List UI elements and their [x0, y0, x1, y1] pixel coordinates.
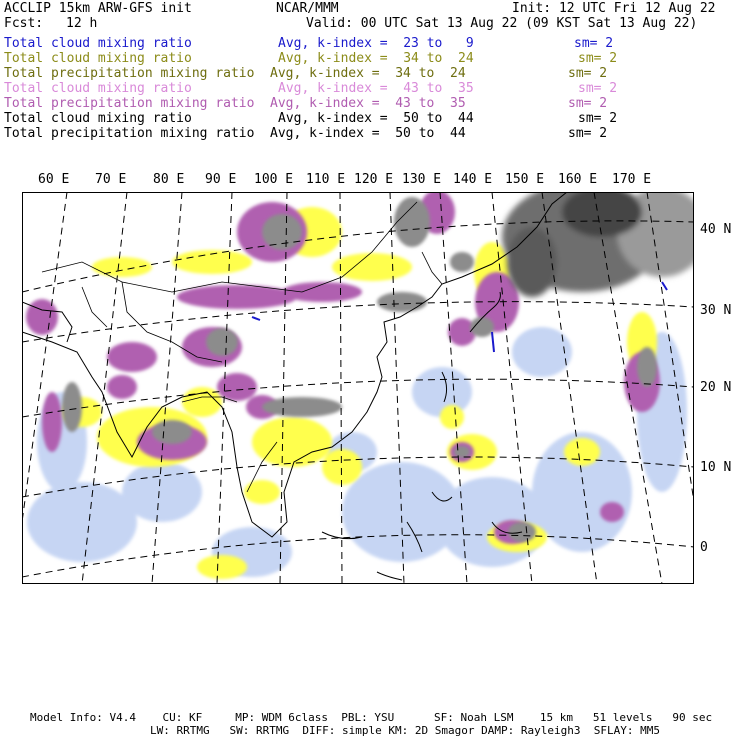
- fcst-label: Fcst:: [4, 16, 44, 31]
- legend-row-5-field: Total precipitation mixing ratio: [4, 96, 255, 111]
- legend-row-3-sm: sm= 2: [568, 66, 608, 81]
- lat-label-0: 0: [700, 540, 708, 555]
- legend-row-2-avg: Avg, k-index = 34 to 24: [278, 51, 474, 66]
- legend-row-4-sm: sm= 2: [578, 81, 618, 96]
- legend-row-2-sm: sm= 2: [578, 51, 618, 66]
- lon-label-60e: 60 E: [38, 172, 70, 187]
- product-title: ACCLIP 15km ARW-GFS init: [4, 1, 192, 16]
- lon-label-160e: 160 E: [558, 172, 598, 187]
- lat-label-10n: 10 N: [700, 460, 732, 475]
- lon-label-100e: 100 E: [254, 172, 294, 187]
- legend-row-7-sm: sm= 2: [568, 126, 608, 141]
- legend-row-4-avg: Avg, k-index = 43 to 35: [278, 81, 474, 96]
- lon-label-80e: 80 E: [153, 172, 185, 187]
- legend-row-3-avg: Avg, k-index = 34 to 24: [270, 66, 466, 81]
- lon-label-110e: 110 E: [306, 172, 346, 187]
- legend-row-3-field: Total precipitation mixing ratio: [4, 66, 255, 81]
- fcst-value: 12 h: [66, 16, 98, 31]
- legend-row-5-avg: Avg, k-index = 43 to 35: [270, 96, 466, 111]
- center-label: NCAR/MMM: [276, 1, 339, 16]
- lat-label-40n: 40 N: [700, 222, 732, 237]
- lat-label-20n: 20 N: [700, 380, 732, 395]
- model-info-line-1: Model Info: V4.4 CU: KF MP: WDM 6class PBL: YSU SF: Noah LSM 15 km 51 levels 90 sec: [30, 711, 713, 724]
- legend-row-6-sm: sm= 2: [578, 111, 618, 126]
- lon-label-130e: 130 E: [402, 172, 442, 187]
- legend-row-1-avg: Avg, k-index = 23 to 9: [278, 36, 474, 51]
- lon-label-150e: 150 E: [505, 172, 545, 187]
- lon-label-170e: 170 E: [612, 172, 652, 187]
- legend-row-1-sm: sm= 2: [574, 36, 614, 51]
- legend-row-6-avg: Avg, k-index = 50 to 44: [278, 111, 474, 126]
- legend-row-4-field: Total cloud mixing ratio: [4, 81, 192, 96]
- valid-time: Valid: 00 UTC Sat 13 Aug 22 (09 KST Sat 13 Aug 22): [306, 16, 698, 31]
- lon-label-90e: 90 E: [205, 172, 237, 187]
- lon-label-120e: 120 E: [354, 172, 394, 187]
- init-time: Init: 12 UTC Fri 12 Aug 22: [512, 1, 716, 16]
- legend-row-5-sm: sm= 2: [568, 96, 608, 111]
- legend-row-7-avg: Avg, k-index = 50 to 44: [270, 126, 466, 141]
- lat-label-30n: 30 N: [700, 303, 732, 318]
- lon-label-70e: 70 E: [95, 172, 127, 187]
- lon-label-140e: 140 E: [453, 172, 493, 187]
- legend-row-7-field: Total precipitation mixing ratio: [4, 126, 255, 141]
- legend-row-2-field: Total cloud mixing ratio: [4, 51, 192, 66]
- legend-row-1-field: Total cloud mixing ratio: [4, 36, 192, 51]
- legend-row-6-field: Total cloud mixing ratio: [4, 111, 192, 126]
- forecast-map: [22, 192, 694, 584]
- model-info-line-2: LW: RRTMG SW: RRTMG DIFF: simple KM: 2D Smagor DAMP: Rayleigh3 SFLAY: MM5: [150, 724, 660, 737]
